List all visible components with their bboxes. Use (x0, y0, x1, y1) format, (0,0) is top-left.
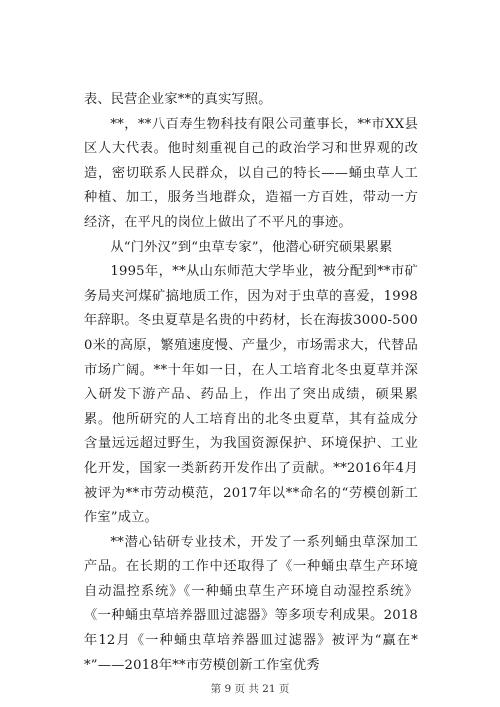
paragraph-patents: **潜心钻研专业技术，开发了一系列蛹虫草深加工产品。在长期的工作中还取得了《一种蛹虫草生产环境自动温控系统》《一种蛹虫草生产环境自动湿控系统》《一种蛹虫草培养器皿过滤器》等多项专利成果。2018年12月《一种蛹虫草培养器皿过滤器》被评为“赢在**”——2018年**市劳模创新工作室优秀 (84, 534, 418, 673)
document-body (84, 88, 418, 678)
page-footer: 第 9 页 共 21 页 (210, 683, 290, 695)
section-heading: 从“门外汉”到“虫草专家”，他潜心研究硕果累累 (110, 239, 393, 255)
paragraph-continuation: 表、民营企业家**的真实写照。 (84, 92, 272, 107)
paragraph-profile: **，**八百寿生物科技有限公司董事长，**市XX县区人大代表。他时刻重视自己的政治学习和世界观的改造，密切联系人民群众，以自己的特长——蛹虫草人工种植、加工，服务当地群众，造福一方百姓，带动一方经济，在平凡的岗位上做出了不平凡的事迹。 (84, 116, 418, 230)
paragraph-career: 1995年，**从山东师范大学毕业，被分配到**市矿务局夹河煤矿搞地质工作，因为对于虫草的喜爱，1998年辞职。冬虫夏草是名贵的中药材，长在海拔3000-5000米的高原，繁殖速度慢、产量少，市场需求大，代替品市场广阔。**十年如一日，在人工培育北冬虫夏草并深入研发下游产品、药品上，作出了突出成绩，硕果累累。他所研究的人工培育出的北冬虫夏草，其有益成分含量远远超过野生，为我国资源保护、环境保护、工业化开发，国家一类新药开发作出了贡献。**2016年4月被评为**市劳动模范，2017年以**命名的“劳模创新工作室”成立。 (84, 264, 418, 526)
